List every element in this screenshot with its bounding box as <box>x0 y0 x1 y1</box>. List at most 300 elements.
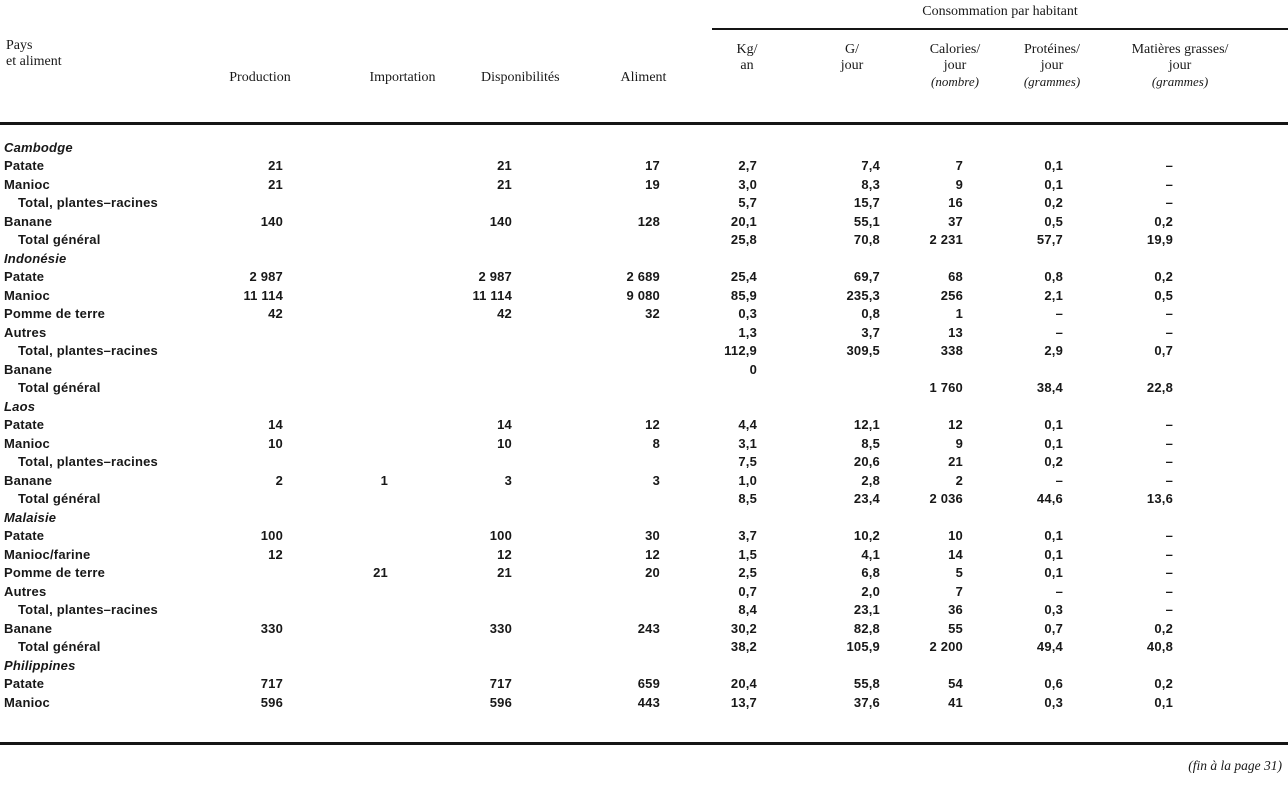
cell-value: 105,9 <box>846 639 880 654</box>
cell-value: 69,7 <box>853 269 880 284</box>
cell-value: 128 <box>637 213 660 229</box>
cell-value: – <box>1165 324 1174 340</box>
cell-value: 2 200 <box>929 639 963 654</box>
cell-value: 100 <box>489 528 512 543</box>
row-label: Total, plantes–racines <box>18 454 158 469</box>
table-row <box>0 675 1288 694</box>
cell-value <box>300 490 455 509</box>
cell-value: 0,2 <box>1154 676 1174 691</box>
cell-value <box>300 453 455 472</box>
cell-value <box>455 398 555 417</box>
cell-value: 0,7 <box>1154 343 1174 358</box>
cell-value: 57,7 <box>1036 232 1063 247</box>
bottom-rule <box>0 742 1288 745</box>
cell-value: 1 <box>380 472 388 488</box>
cell-value <box>200 250 300 269</box>
cell-value <box>1090 657 1288 676</box>
cell-value: – <box>1055 472 1063 488</box>
cell-value <box>200 453 300 472</box>
country-row <box>0 250 1288 269</box>
cell-value <box>200 342 300 361</box>
cell-value <box>770 250 890 269</box>
cell-value: 44,6 <box>1036 491 1063 506</box>
cell-value <box>770 124 890 158</box>
cell-value: 2 036 <box>929 491 963 506</box>
cell-value <box>555 342 670 361</box>
cell-value <box>555 250 670 269</box>
group-header-row <box>0 0 1288 34</box>
group-header-cell <box>670 0 1288 34</box>
cell-value: 2 987 <box>478 269 512 284</box>
cell-value: 7,5 <box>738 454 757 469</box>
cell-value <box>300 250 455 269</box>
cell-value: 13,7 <box>730 694 757 710</box>
cell-value <box>300 379 455 398</box>
table-row <box>0 231 1288 250</box>
table-row <box>0 694 1288 713</box>
cell-value <box>200 398 300 417</box>
cell-value: 1,5 <box>738 546 757 562</box>
cell-value: 9 <box>955 435 963 451</box>
cell-value: 0,1 <box>1044 565 1063 580</box>
cell-value <box>990 361 1090 380</box>
cell-value: 330 <box>489 620 512 636</box>
cell-value: 40,8 <box>1146 639 1174 654</box>
column-header-production: Production <box>229 70 291 85</box>
cell-value: 2,0 <box>861 583 880 599</box>
row-label: Patate <box>4 528 45 543</box>
cell-value: 0,1 <box>1044 528 1063 543</box>
cell-value <box>455 657 555 676</box>
cell-value: 54 <box>948 676 963 691</box>
cell-value: 2,8 <box>861 472 880 488</box>
cell-value: 9 080 <box>626 287 660 303</box>
cell-value: 14 <box>497 417 512 432</box>
cell-value <box>200 361 300 380</box>
cell-value: 20,6 <box>853 454 880 469</box>
cell-value: 70,8 <box>853 232 880 247</box>
cell-value <box>555 453 670 472</box>
row-label: Manioc <box>4 176 50 192</box>
table-row <box>0 583 1288 602</box>
cell-value: 20,1 <box>730 213 757 229</box>
cell-value: 243 <box>637 620 660 636</box>
cell-value <box>300 157 455 176</box>
cell-value <box>555 361 670 380</box>
cell-value: 659 <box>637 676 660 691</box>
cell-value <box>200 509 300 528</box>
column-header-disponibilites: Disponibilités <box>481 70 560 85</box>
cell-value: – <box>1165 602 1174 617</box>
cell-value: 100 <box>260 528 283 543</box>
cell-value: 11 114 <box>472 287 512 303</box>
column-header-calories: Calories/ jour (nombre) <box>929 42 981 89</box>
cell-value: 38,4 <box>1036 380 1063 395</box>
country-row <box>0 509 1288 528</box>
cell-value: 2 231 <box>929 232 963 247</box>
cell-value <box>200 490 300 509</box>
cell-value <box>990 657 1090 676</box>
cell-value <box>555 379 670 398</box>
cell-value: 10 <box>497 435 512 451</box>
cell-value: 0,5 <box>1044 213 1063 229</box>
table-row <box>0 601 1288 620</box>
column-header-matieres-grasses: Matières grasses/ jour (grammes) <box>1131 42 1229 89</box>
table-row <box>0 287 1288 306</box>
cell-value <box>300 546 455 565</box>
cell-value: – <box>1165 583 1174 599</box>
cell-value <box>990 509 1090 528</box>
cell-value <box>200 194 300 213</box>
cell-value <box>455 124 555 158</box>
row-label: Banane <box>4 361 53 377</box>
cell-value: 21 <box>268 158 283 173</box>
cell-value: 22,8 <box>1146 380 1174 395</box>
cell-value <box>200 231 300 250</box>
cell-value: 21 <box>497 158 512 173</box>
cell-value: 23,4 <box>853 491 880 506</box>
cell-value: 21 <box>948 454 963 469</box>
cell-value: 0,2 <box>1154 213 1174 229</box>
table-header <box>0 0 1288 124</box>
row-label: Patate <box>4 417 45 432</box>
cell-value <box>1090 361 1288 380</box>
cell-value: 2 <box>955 472 963 488</box>
column-header-aliment: Aliment <box>620 70 667 85</box>
cell-value: 2,9 <box>1044 343 1063 358</box>
cell-value <box>1090 398 1288 417</box>
cell-value <box>300 305 455 324</box>
cell-value <box>770 379 890 398</box>
cell-value: 23,1 <box>853 602 880 617</box>
country-row <box>0 657 1288 676</box>
column-header-importation: Importation <box>369 70 436 85</box>
cell-value <box>300 361 455 380</box>
cell-value: – <box>1165 435 1174 451</box>
cell-value <box>670 509 770 528</box>
cell-value <box>890 124 990 158</box>
cell-value: 36 <box>948 602 963 617</box>
cell-value: 1,0 <box>738 472 757 488</box>
row-label: Banane <box>4 213 53 229</box>
cell-value: 330 <box>260 620 283 636</box>
cell-value: 0,1 <box>1044 546 1063 562</box>
cell-value: – <box>1165 454 1174 469</box>
cell-value <box>300 638 455 657</box>
cell-value <box>890 657 990 676</box>
cell-value: 49,4 <box>1036 639 1063 654</box>
cell-value: 4,4 <box>738 417 757 432</box>
cell-value <box>555 657 670 676</box>
cell-value: 42 <box>497 306 512 321</box>
cell-value <box>300 231 455 250</box>
cell-value: 41 <box>948 694 963 710</box>
cell-value: 2 <box>275 472 283 488</box>
cell-value: 21 <box>268 176 283 192</box>
cell-value: 0,7 <box>1044 620 1063 636</box>
table-row <box>0 305 1288 324</box>
cell-value <box>555 638 670 657</box>
cell-value <box>990 398 1090 417</box>
cell-value <box>1090 509 1288 528</box>
cell-value: 235,3 <box>846 287 880 303</box>
cell-value <box>300 124 455 158</box>
cell-value: 25,4 <box>730 269 757 284</box>
cell-value: 0,2 <box>1044 454 1063 469</box>
cell-value <box>890 509 990 528</box>
cell-value <box>455 231 555 250</box>
column-header-proteines: Protéines/ jour (grammes) <box>1023 42 1081 89</box>
table-row <box>0 564 1288 583</box>
cell-value <box>455 583 555 602</box>
cell-value <box>300 583 455 602</box>
cell-value <box>300 509 455 528</box>
cell-value: 717 <box>260 676 283 691</box>
cell-value: 1,3 <box>738 324 757 340</box>
cell-value: 13 <box>948 324 963 340</box>
cell-value <box>455 250 555 269</box>
country-row <box>0 398 1288 417</box>
cell-value: 16 <box>948 195 963 210</box>
row-label: Philippines <box>4 657 76 673</box>
row-label: Patate <box>4 676 45 691</box>
cell-value <box>455 342 555 361</box>
cell-value: 3,1 <box>738 435 757 451</box>
cell-value: – <box>1165 158 1174 173</box>
cell-value <box>555 583 670 602</box>
cell-value <box>555 324 670 343</box>
cell-value <box>455 490 555 509</box>
cell-value: 9 <box>955 176 963 192</box>
cell-value: 6,8 <box>861 565 880 580</box>
cell-value: 12,1 <box>853 417 880 432</box>
cell-value: 256 <box>940 287 963 303</box>
cell-value: 0,8 <box>861 306 880 321</box>
cell-value: 17 <box>645 158 660 173</box>
cell-value: 2 987 <box>249 269 283 284</box>
cell-value: – <box>1055 306 1063 321</box>
cell-value: 8,5 <box>738 491 757 506</box>
table-row <box>0 638 1288 657</box>
cell-value: 12 <box>268 546 283 562</box>
cell-value: 21 <box>497 565 512 580</box>
cell-value <box>555 231 670 250</box>
cell-value <box>990 250 1090 269</box>
cell-value: 8 <box>652 435 660 451</box>
cell-value <box>300 342 455 361</box>
cell-value <box>1090 250 1288 269</box>
cell-value: 5,7 <box>738 195 757 210</box>
cell-value: 0,5 <box>1154 287 1174 303</box>
cell-value <box>300 416 455 435</box>
column-header-kg-an: Kg/ an <box>736 42 758 73</box>
cell-value: 68 <box>948 269 963 284</box>
cell-value: 42 <box>268 306 283 321</box>
cell-value: 2,7 <box>738 158 757 173</box>
row-label: Manioc/farine <box>4 546 91 562</box>
row-label: Manioc <box>4 287 50 303</box>
cell-value: – <box>1165 195 1174 210</box>
cell-value <box>300 435 455 454</box>
cell-value <box>455 361 555 380</box>
row-label: Manioc <box>4 435 50 451</box>
cell-value: 0,1 <box>1044 176 1063 192</box>
cell-value: 0,1 <box>1044 417 1063 432</box>
cell-value <box>555 490 670 509</box>
cell-value: 0,3 <box>1044 602 1063 617</box>
table-row <box>0 342 1288 361</box>
cell-value <box>1090 124 1288 158</box>
cell-value: 21 <box>373 565 388 580</box>
row-label: Total général <box>18 491 101 506</box>
row-label: Pomme de terre <box>4 306 106 321</box>
cell-value: 25,8 <box>730 232 757 247</box>
cell-value <box>770 509 890 528</box>
cell-value: 0,1 <box>1044 435 1063 451</box>
row-label: Banane <box>4 472 53 488</box>
row-label: Total, plantes–racines <box>18 195 158 210</box>
cell-value: 3 <box>652 472 660 488</box>
cell-value: 55,1 <box>853 213 880 229</box>
cell-value: 0,3 <box>738 306 757 321</box>
cell-value <box>455 324 555 343</box>
cell-value <box>200 124 300 158</box>
cell-value: 37 <box>948 213 963 229</box>
cell-value: 0,8 <box>1044 269 1063 284</box>
row-label: Cambodge <box>4 139 73 155</box>
cell-value <box>300 194 455 213</box>
cell-value <box>200 583 300 602</box>
cell-value: – <box>1165 176 1174 192</box>
row-label: Total, plantes–racines <box>18 602 158 617</box>
cell-value <box>200 324 300 343</box>
cell-value <box>770 361 890 380</box>
cell-value: 7,4 <box>861 158 880 173</box>
cell-value <box>455 379 555 398</box>
cell-value <box>555 124 670 158</box>
cell-value: – <box>1165 306 1174 321</box>
cell-value <box>300 176 455 195</box>
row-label: Autres <box>4 324 47 340</box>
cell-value: – <box>1165 528 1174 543</box>
cell-value: 0,3 <box>1044 694 1063 710</box>
cell-value <box>770 398 890 417</box>
cell-value <box>300 324 455 343</box>
table-row <box>0 213 1288 232</box>
cell-value <box>200 638 300 657</box>
cell-value: 112,9 <box>724 343 757 358</box>
table-row <box>0 324 1288 343</box>
table-row <box>0 527 1288 546</box>
cell-value: 19,9 <box>1146 232 1174 247</box>
table-row <box>0 416 1288 435</box>
cell-value: 12 <box>645 417 660 432</box>
row-label: Patate <box>4 158 45 173</box>
cell-value: 12 <box>645 546 660 562</box>
cell-value: – <box>1165 472 1174 488</box>
cell-value <box>200 564 300 583</box>
cell-value: 15,7 <box>853 195 880 210</box>
cell-value <box>770 657 890 676</box>
cell-value <box>300 213 455 232</box>
row-label: Autres <box>4 583 47 599</box>
cell-value <box>670 250 770 269</box>
cell-value: 0,7 <box>738 583 757 599</box>
cell-value: 0,6 <box>1044 676 1063 691</box>
cell-value: 32 <box>645 306 660 321</box>
table-row <box>0 268 1288 287</box>
table-row <box>0 361 1288 380</box>
cell-value: 1 760 <box>929 380 963 395</box>
cell-value <box>890 250 990 269</box>
cell-value <box>555 398 670 417</box>
cell-value: 8,3 <box>861 176 880 192</box>
cell-value <box>300 675 455 694</box>
group-header-title: Consommation par habitant <box>712 4 1288 30</box>
cell-value <box>200 379 300 398</box>
cell-value: 3 <box>504 472 512 488</box>
row-label: Patate <box>4 269 45 284</box>
cell-value: 7 <box>955 583 963 599</box>
cell-value: 30 <box>645 528 660 543</box>
cell-value: 0,2 <box>1044 195 1063 210</box>
cell-value: 14 <box>268 417 283 432</box>
cell-value: 3,0 <box>738 176 757 192</box>
table-row <box>0 546 1288 565</box>
cell-value: 596 <box>260 694 283 710</box>
cell-value: 0,2 <box>1154 269 1174 284</box>
cell-value <box>455 453 555 472</box>
cell-value: 12 <box>948 417 963 432</box>
cell-value <box>300 694 455 713</box>
footer-note: (fin à la page 31) <box>1188 758 1282 773</box>
row-label: Pomme de terre <box>4 565 106 580</box>
cell-value: 0,1 <box>1044 158 1063 173</box>
cell-value <box>990 124 1090 158</box>
cell-value <box>300 657 455 676</box>
cell-value <box>300 527 455 546</box>
cell-value: 338 <box>940 343 963 358</box>
cell-value: 2,1 <box>1044 287 1063 303</box>
cell-value: 14 <box>948 546 963 562</box>
cell-value: 10,2 <box>853 528 880 543</box>
cell-value <box>455 509 555 528</box>
cell-value: 2,5 <box>738 565 757 580</box>
cell-value: – <box>1055 324 1063 340</box>
cell-value <box>670 398 770 417</box>
cell-value: – <box>1055 583 1063 599</box>
column-header-row <box>0 34 1288 124</box>
column-header-g-jour: G/ jour <box>840 42 864 73</box>
cell-value: 1 <box>955 306 963 321</box>
table-row <box>0 157 1288 176</box>
row-label: Total, plantes–racines <box>18 343 158 358</box>
cell-value: – <box>1165 546 1174 562</box>
table-row <box>0 472 1288 491</box>
cell-value: – <box>1165 565 1174 580</box>
table-row <box>0 194 1288 213</box>
cell-value: 8,5 <box>861 435 880 451</box>
cell-value: 20,4 <box>730 676 757 691</box>
cell-value: 38,2 <box>730 639 757 654</box>
cell-value <box>300 268 455 287</box>
cell-value: 5 <box>955 565 963 580</box>
cell-value: 3,7 <box>738 528 757 543</box>
cell-value <box>300 398 455 417</box>
cell-value: 0,2 <box>1154 620 1174 636</box>
cell-value: 7 <box>955 158 963 173</box>
cell-value <box>890 361 990 380</box>
